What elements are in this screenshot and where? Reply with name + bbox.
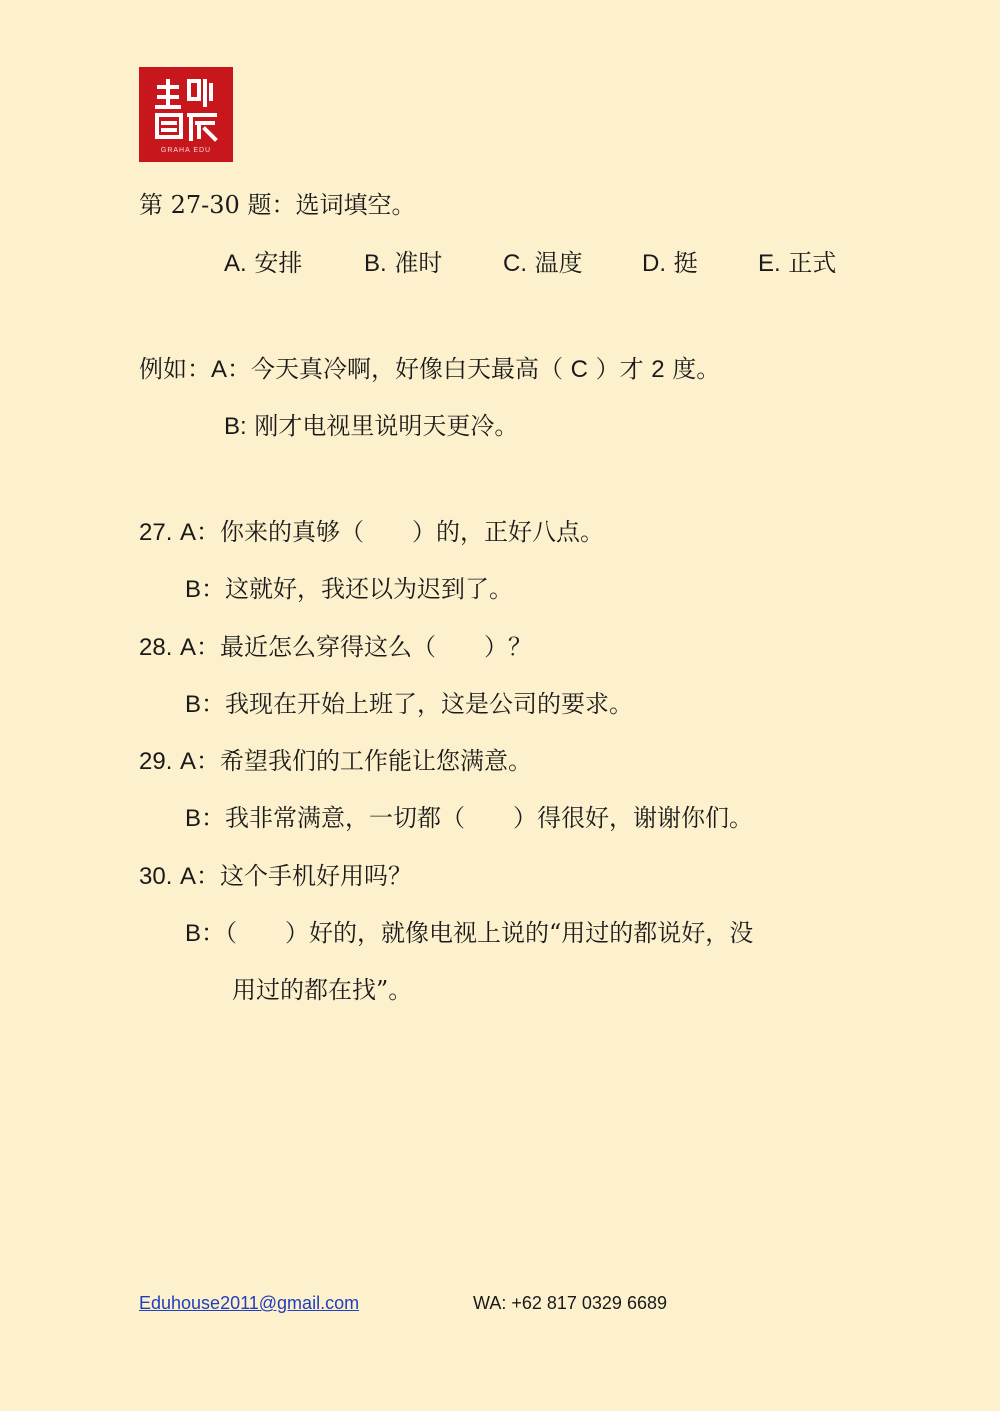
logo-text: GRAHA EDU bbox=[160, 147, 212, 154]
example-line-b: B: 刚才电视里说明天更冷。 bbox=[224, 412, 519, 440]
whatsapp-number: WA: +62 817 0329 6689 bbox=[473, 1293, 667, 1313]
question-30-b: B：（ ）好的，就像电视上说的“用过的都说好，没 bbox=[185, 919, 754, 947]
question-29-b: B：我非常满意，一切都（ ）得很好，谢谢你们。 bbox=[185, 804, 754, 832]
question-29-a: 29. A：希望我们的工作能让您满意。 bbox=[139, 747, 533, 775]
option-a: A. 安排 bbox=[224, 249, 303, 277]
question-27-b: B：这就好，我还以为迟到了。 bbox=[185, 575, 514, 603]
example-line-a: 例如：A：今天真冷啊，好像白天最高（ C ）才 2 度。 bbox=[139, 355, 721, 383]
logo-glyph-icon bbox=[139, 67, 233, 147]
example-answer: C bbox=[570, 356, 588, 383]
email-link[interactable]: Eduhouse2011@gmail.com bbox=[139, 1293, 360, 1313]
logo bbox=[139, 67, 233, 162]
option-c: C. 温度 bbox=[503, 249, 583, 277]
question-30-b-continued: 用过的都在找”。 bbox=[232, 976, 413, 1004]
instruction-text: 第 27-30 题：选词填空。 bbox=[139, 191, 416, 219]
question-30-a: 30. A：这个手机好用吗？ bbox=[139, 862, 413, 890]
option-b: B. 准时 bbox=[364, 249, 443, 277]
question-28-a: 28. A：最近怎么穿得这么（ ）？ bbox=[139, 633, 533, 661]
question-28-b: B：我现在开始上班了，这是公司的要求。 bbox=[185, 690, 634, 718]
option-d: D. 挺 bbox=[642, 249, 698, 277]
option-e: E. 正式 bbox=[758, 249, 837, 277]
question-27-a: 27. A：你来的真够（ ）的，正好八点。 bbox=[139, 518, 605, 546]
